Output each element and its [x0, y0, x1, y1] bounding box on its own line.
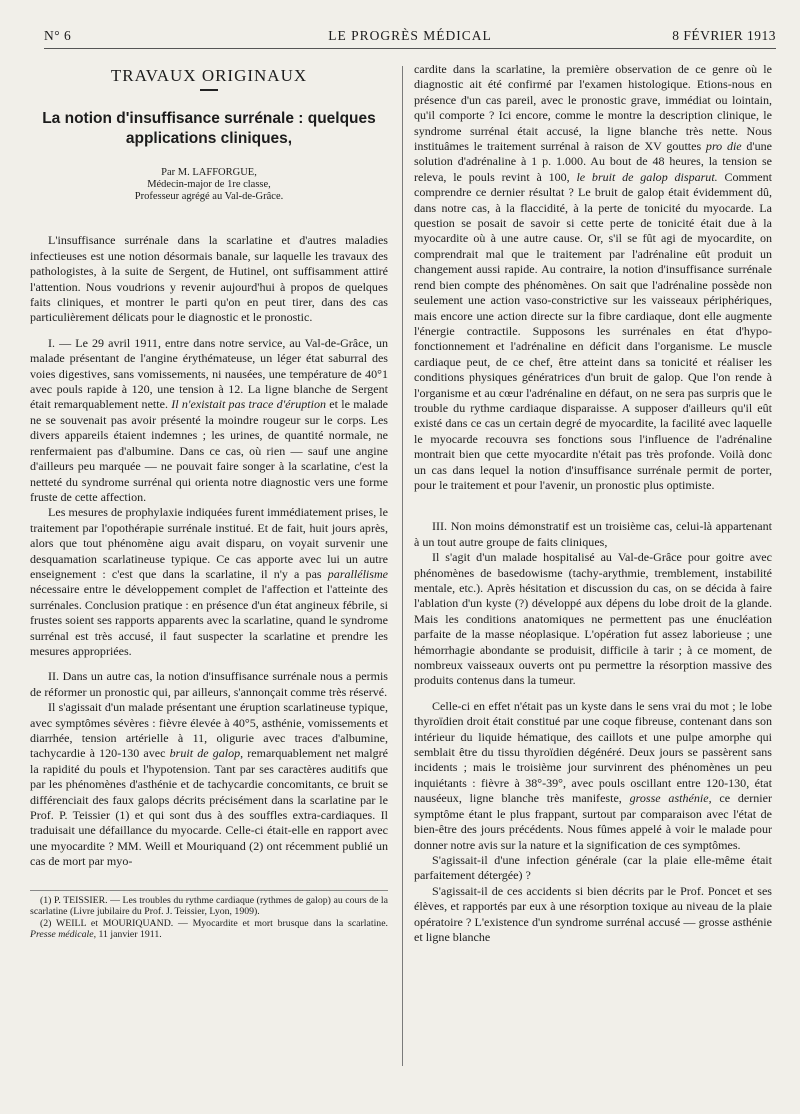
paragraph-intro: L'insuffisance surrénale dans la scarlatine et d'autres maladies infectieuses est une notion désormais banale, sur laquelle les travaux des pathologistes, à la suite de Sergent, de Hutinel, ont suffisamment attiré l'attention. Nous voudrions y revenir aujourd'hui à propos de quelques faits cliniques, et montrer le parti qu'on en peut tirer, dans des cas particulièrement délicats pour le diagnostic et le pronostic. [30, 233, 388, 325]
author-name: Par M. LAFFORGUE, [161, 167, 257, 179]
footnote-2 [30, 918, 388, 941]
author-role-2: Professeur agrégé au Val-de-Grâce. [134, 191, 284, 203]
text-run: Celle-ci en effet n'était pas un kyste dans le sens vrai du mot ; le lobe thyroïdien droit était constitué par une coque fibreuse, contenant dans son intérieur du liquide hématique, des caillots et une pulpe amorphe qui semblait être du tissu thyroïdien dégénéré. Deux jours se passèrent sans incidents ; mais le troisième jour survinrent des phénomènes un peu inquiétants : fièvre à 38°-39°, avec pouls oscillant entre 120-130, état nauséeux, ligne blanche très manifeste, [414, 698, 772, 806]
paragraph-prophylaxis [30, 505, 388, 659]
text-run: d'une solution d'adrénaline à 1 p. 1.000. Au bout de 48 heures, la tension se releva, le pouls revint à 100, [414, 139, 772, 184]
text-run: I. — Le 29 avril 1911, entre dans notre service, au Val-de-Grâce, un malade présentant de l'angine érythémateuse, un léger état saburral des voies digestives, sans vomissements, ni nausées, une température de 40°1 avec pouls rapide à 120, une tension à 12. La ligne blanche de Sergent était remarquablement nette. [30, 335, 388, 412]
paragraph-case-3: III. Non moins démonstratif est un troisième cas, celui-là appartenant à un tout autre groupe de faits cliniques, [414, 519, 772, 549]
italic-run: grosse asthénie [629, 791, 709, 806]
paragraph-continuation [414, 62, 772, 493]
paragraph-case-2-details [30, 700, 388, 869]
paragraph-case-1 [30, 336, 388, 505]
header-rule [44, 48, 776, 49]
text-run: Comment comprendre ce dernier résultat ? Le bruit de galop était évidemment dû, dans notre cas, à la flaccidité, à la perte de tonicité du myocarde. La question se posait de savoir si cette perte de tonicité était due à la myocardite où à une autre cause. Or, s'il se fût agi de myocardite, on comprendrait mal que le traitement par l'adrénaline eût produit un changement aussi rapide. Au contraire, la notion d'insuffisance surrénale rend bien compte des phénomènes. On sait que l'adrénaline possède non seulement une action vaso-constrictive sur les vaisseaux périphériques, mais encore une action directe sur la fibre cardiaque, dont elle augmente l'énergie contractile. Supposons les surrénales en état d'hypo-fonctionnement et l'adrénaline en déficit dans l'organisme. Le muscle cardiaque peut, de ce chef, être atteint dans sa tonicité et réaliser les conditions physiques génératrices d'un bruit de galop. Que l'on rende à l'organisme et au cœur l'adrénaline en défaut, on ne sera pas surpris que le trouble du rythme cardiaque disparaisse. A supposer d'ailleurs qu'il eût existé dans ce cas un certain degré de myocardite, la facilité avec laquelle le myocarde recouvra ses fonctions sous l'influence de l'adrénaline montrait bien que cette myocardite n'était pas très profonde. Voilà donc un cas dans lequel la notion d'insuffisance surrénale permit de porter, pour le traitement et pour l'avenir, un pronostic plus optimiste. [414, 169, 772, 492]
text-run: nécessaire entre le développement complet de l'affection et l'atteinte des surrénales. Conclusion pratique : en présence d'un état angineux fébrile, si frustes soient ses rapports apparents avec la scarlatine, quand le syndrome surrénal est très accusé, il faut suspecter la scarlatine et prendre les mesures appropriées. [30, 582, 388, 658]
text-run: , ce dernier symptôme étant le plus frappant, surtout par comparaison avec l'état de bien-être des jours précédents. Nous fûmes appelé à voir le malade pour donner notre avis sur la nature et la signification de ces symptômes. [414, 791, 772, 852]
paragraph-cyst [414, 699, 772, 853]
italic-run: pro die [705, 139, 742, 154]
italic-run: Presse médicale, [30, 929, 97, 941]
paragraph-question-1: S'agissait-il d'une infection générale (car la plaie elle-même était parfaitement détergée) ? [414, 852, 772, 883]
section-heading: TRAVAUX ORIGINAUX [110, 66, 308, 85]
text-run: (2) WEILL et MOURIQUAND. — Myocardite et mort brusque dans la scarlatine. [40, 917, 388, 929]
right-column [414, 62, 772, 945]
paragraph-question-2: S'agissait-il de ces accidents si bien décrits par le Prof. Poncet et ses élèves, et rapportés par eux à une résorption toxique au niveau de la plaie opératoire ? L'existence d'un syndrome surrénal accusé — grosse asthénie et ligne blanche [414, 883, 772, 944]
text-run: cardite dans la scarlatine, la première observation de ce genre où le diagnostic ait été confirmé par l'examen histologique. Etions-nous en présence d'un cas pareil, avec le pronostic grave, immédiat ou lointain, qu'il comporte ? Ici encore, comme le montre la description clinique, le syndrome surrénal était accusé, la ligne blanche très nette. Nous instituâmes le traitement surrénal à raison de XV gouttes [414, 62, 772, 154]
italic-run: Il n'existait pas trace d'éruption [171, 397, 327, 412]
issue-date: 8 FÉVRIER 1913 [672, 28, 776, 43]
left-column [30, 60, 388, 941]
section-dash [200, 89, 218, 91]
paragraph-case-2: II. Dans un autre cas, la notion d'insuffisance surrénale nous a permis de réformer un pronostic qui, par ailleurs, s'annonçait comme très réservé. [30, 669, 388, 699]
author-block [30, 167, 388, 203]
column-divider [402, 66, 403, 1066]
italic-run: bruit de galop [169, 746, 241, 761]
paragraph-case-3-details: Il s'agit d'un malade hospitalisé au Val-de-Grâce pour goitre avec phénomènes de basedowisme (tachy-arythmie, tremblement, instabilité mentale, etc.). Après hésitation et discussion du cas, on se décida à faire l'ablation d'un kyste (?) développé aux dépens du lobe droit de la glande. Mais les conditions anatomiques ne permettent pas une énucléation parfaite de la masse néoplasique. L'opération fut assez laborieuse ; une hémorrhagie abondante se produisit, difficile à tarir ; à ce moment, de nombreux vaisseaux ouverts ont pu permettre la résorption massive des produits contenus dans la tumeur. [414, 550, 772, 688]
journal-title: LE PROGRÈS MÉDICAL [328, 28, 492, 43]
text-run: Il s'agissait d'un malade présentant une éruption scarlatineuse typique, avec symptômes sévères : fièvre élevée à 40°5, asthénie, vomissements et diarrhée, tension artérielle à 11, oligurie avec traces d'albumine, tachycardie à 120-130 avec [30, 700, 388, 761]
issue-number: N° 6 [44, 28, 72, 43]
italic-run: parallélisme [327, 566, 388, 581]
footnote-1: (1) P. TEISSIER. — Les troubles du rythme cardiaque (rythmes de galop) au cours de la scarlatine (Livre jubilaire du Prof. J. Teissier, Lyon, 1909). [30, 894, 388, 918]
footnotes [30, 890, 388, 941]
author-role-1: Médecin-major de 1re classe, [147, 179, 271, 191]
italic-run: le bruit de galop disparut. [576, 169, 718, 184]
text-run: Les mesures de prophylaxie indiquées furent immédiatement prises, le traitement par l'opothérapie surrénale institué. Et de fait, huit jours après, alors que tout phénomène aigu avait disparu, on voyait survenir une desquamation scarlatineuse typique. Ce cas apporte avec lui un autre enseignement : c'est que dans la scarlatine, il n'y a pas [30, 505, 388, 581]
text-run: 11 janvier 1911. [96, 929, 162, 941]
page-header [44, 28, 776, 46]
text-run: , remarquablement net malgré la rapidité du pouls et l'hypotension. Tant par ses caractères auditifs que par les phénomènes d'asthénie et de tachycardie concomitants, ce bruit se différenciait des faux galops décrits précisément dans la scarlatine par le Prof. P. Teissier (1) et qui sont dus à des souffles extra-cardiaques. Il traduisait une défaillance du myocarde. Celle-ci était-elle en rapport avec une myocardite ? MM. Weill et Mouriquand (2) ont récemment publié un cas de mort par myo- [30, 746, 389, 869]
text-run: et le malade ne se souvenait pas avoir présenté la moindre rougeur sur le corps. Les divers appareils étaient indemnes ; les urines, de quantité normale, ne renfermaient pas d'albumine. Dans ce cas, où rien — sauf une angine d'ailleurs peu marquée — ne pouvait faire songer à la scarlatine, c'est la netteté du syndrome surrénal qui orienta notre diagnostic vers une forme fruste de cette affection. [30, 397, 388, 504]
article-title: La notion d'insuffisance surrénale : quelques applications cliniques, [42, 110, 376, 148]
